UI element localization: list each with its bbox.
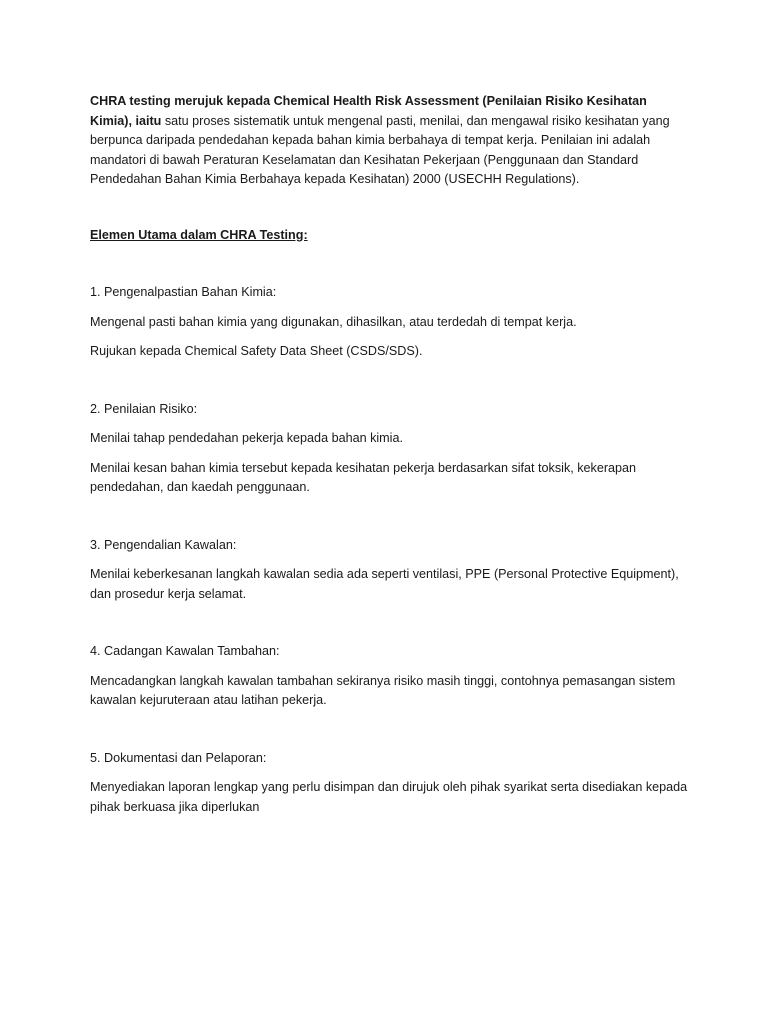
document-page xyxy=(90,92,690,817)
list-item xyxy=(90,536,690,605)
items-list xyxy=(90,283,690,817)
item-title: 2. Penilaian Risiko: xyxy=(90,401,198,416)
intro-paragraph xyxy=(90,92,690,190)
item-paragraph: Menilai tahap pendedahan pekerja kepada bahan kimia. xyxy=(90,431,403,445)
item-paragraph: Menyediakan laporan lengkap yang perlu disimpan dan dirujuk oleh pihak syarikat serta disediakan kepada pihak berkuasa jika diperlukan xyxy=(90,780,688,814)
list-item xyxy=(90,400,690,498)
section-heading: Elemen Utama dalam CHRA Testing: xyxy=(90,227,308,242)
item-paragraph: Rujukan kepada Chemical Safety Data Sheet (CSDS/SDS). xyxy=(90,344,423,358)
item-title: 4. Cadangan Kawalan Tambahan: xyxy=(90,644,280,658)
item-paragraph: Mengenal pasti bahan kimia yang digunakan, dihasilkan, atau terdedah di tempat kerja. xyxy=(90,314,577,329)
intro-rest-text: satu proses sistematik untuk mengenal pasti, menilai, dan mengawal risiko kesihatan yang berpunca daripada pendedahan kepada bahan kimia berbahaya di tempat kerja. Penilaian ini adalah mandatori di bawah Peraturan Keselamatan dan Kesihatan Pekerjaan (Penggunaan dan Standard Pendedahan Bahan Kimia Berbahaya kepada Kesihatan) 2000 (USECHH Regulations). xyxy=(90,113,670,186)
list-item xyxy=(90,749,690,818)
item-title: 1. Pengenalpastian Bahan Kimia: xyxy=(90,285,277,299)
item-paragraph: Mencadangkan langkah kawalan tambahan sekiranya risiko masih tinggi, contohnya pemasangan sistem kawalan kejuruteraan atau latihan pekerja. xyxy=(90,673,676,707)
item-title: 5. Dokumentasi dan Pelaporan: xyxy=(90,750,267,765)
list-item xyxy=(90,283,690,362)
item-paragraph: Menilai keberkesanan langkah kawalan sedia ada seperti ventilasi, PPE (Personal Protective Equipment), dan prosedur kerja selamat. xyxy=(90,567,679,601)
item-title: 3. Pengendalian Kawalan: xyxy=(90,537,237,552)
intro-bold-text: CHRA testing merujuk kepada Chemical Health Risk Assessment (Penilaian Risiko Kesihatan Kimia), iaitu xyxy=(90,94,647,128)
item-paragraph: Menilai kesan bahan kimia tersebut kepada kesihatan pekerja berdasarkan sifat toksik, kekerapan pendedahan, dan kaedah penggunaan. xyxy=(90,460,637,494)
list-item xyxy=(90,642,690,711)
